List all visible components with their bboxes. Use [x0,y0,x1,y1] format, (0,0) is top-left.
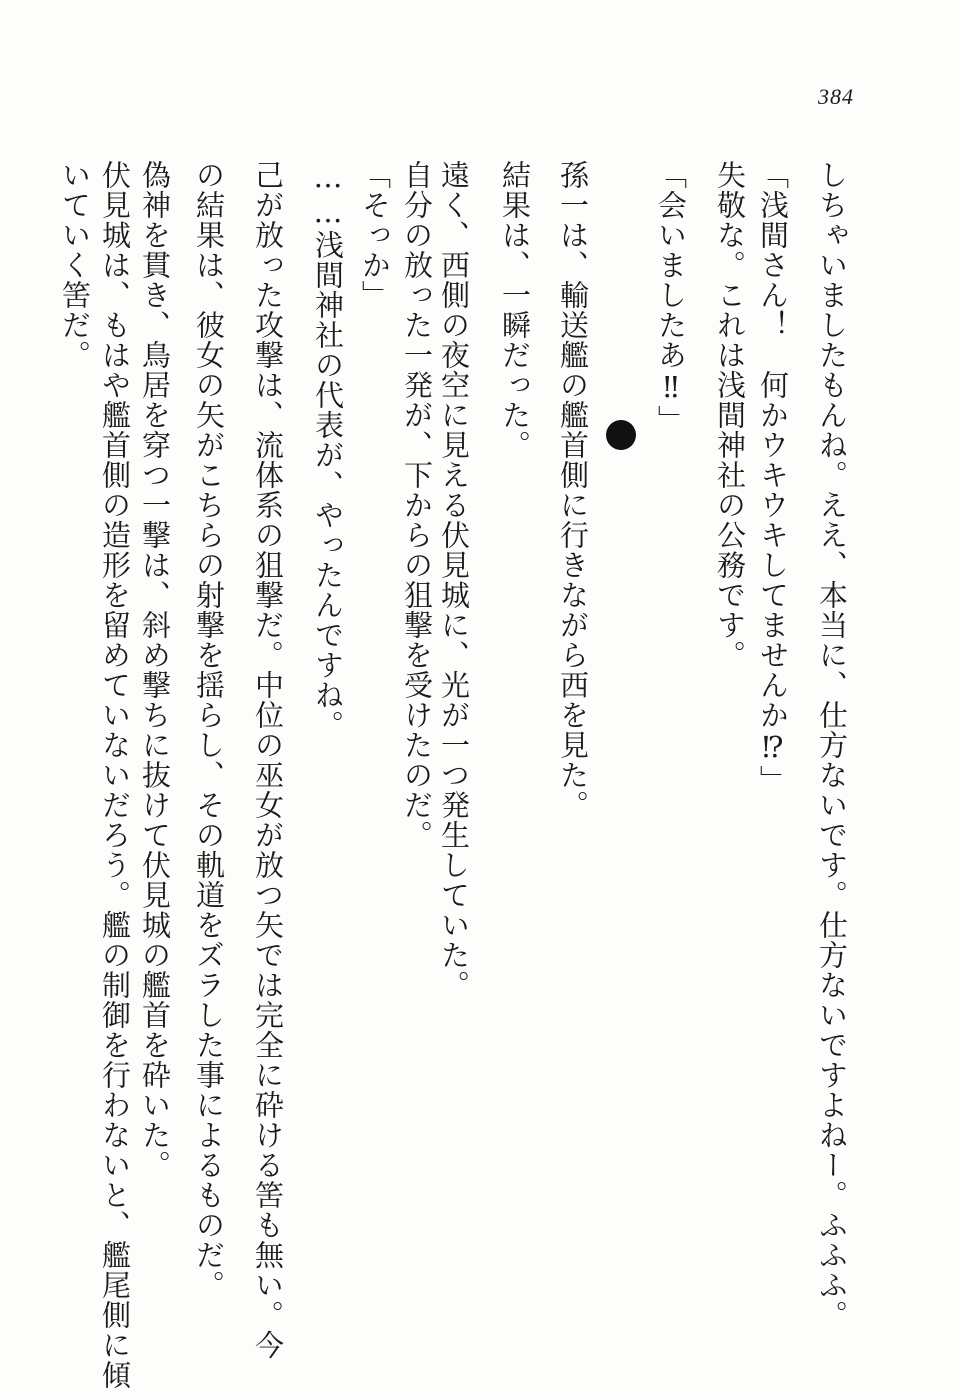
text-line: いていく筈だ。 [58,160,92,370]
text-line: の結果は、彼女の矢がこちらの射撃を揺らし、その軌道をズラした事によるものだ。 [192,160,226,1300]
text-line: ……浅間神社の代表が、やったんですね。 [311,160,345,740]
text-line: 遠く、西側の夜空に見える伏見城に、光が一つ発生していた。 [437,160,471,1000]
text-line: 失敬な。これは浅間神社の公務です。 [713,160,747,670]
text-line: 「会いましたあ‼」 [654,160,688,435]
text-line: 結果は、一瞬だった。 [498,160,532,460]
text-line: 孫一は、輸送艦の艦首側に行きながら西を見た。 [556,160,590,820]
text-line: 「そっか」 [358,160,392,310]
scene-break-dot [606,420,636,450]
text-line: しちゃいましたもんね。ええ、本当に、仕方ないです。仕方ないですよねー。ふふふ。 [815,160,849,1330]
page-number: 384 [818,84,854,109]
text-line: 「浅間さん！ 何かウキウキしてませんか⁉」 [756,160,790,795]
text-line: 伏見城は、もはや艦首側の造形を留めていないだろう。艦の制御を行わないと、艦尾側に傾 [98,160,132,1390]
text-line: 偽神を貫き、鳥居を穿つ一撃は、斜め撃ちに抜けて伏見城の艦首を砕いた。 [138,160,172,1180]
text-line: 己が放った攻撃は、流体系の狙撃だ。中位の巫女が放つ矢では完全に砕ける筈も無い。今 [251,160,285,1360]
text-line: 自分の放った一発が、下からの狙撃を受けたのだ。 [400,160,434,850]
